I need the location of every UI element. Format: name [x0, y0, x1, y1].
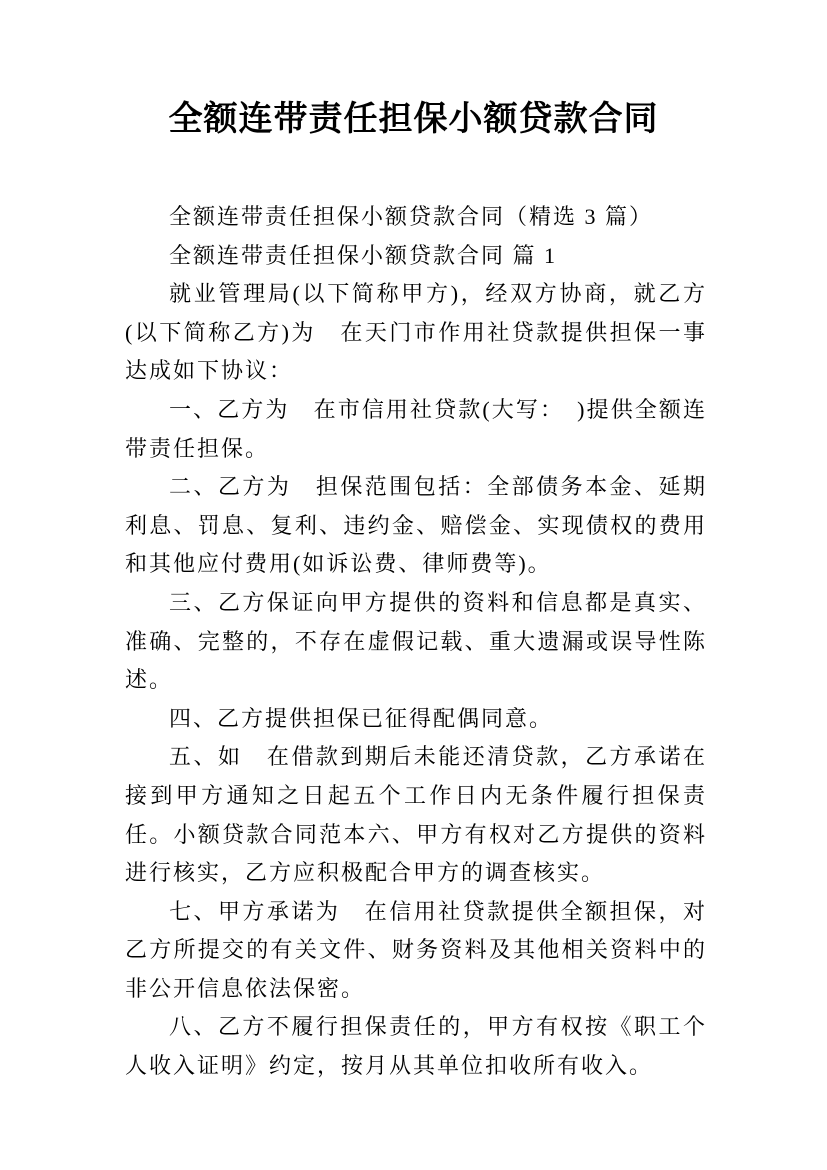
paragraph: 就业管理局(以下简称甲方)，经双方协商，就乙方(以下简称乙方)为 在天门市作用社贷款提供担保一事达成如下协议：	[125, 281, 707, 384]
document-title: 全额连带责任担保小额贷款合同	[168, 101, 659, 138]
paragraph: 二、乙方为 担保范围包括：全部债务本金、延期利息、罚息、复利、违约金、赔偿金、实现债权的费用和其他应付费用(如诉讼费、律师费等)。	[125, 474, 707, 577]
paragraph: 全额连带责任担保小额贷款合同（精选 3 篇）	[169, 204, 654, 229]
paragraph: 八、乙方不履行担保责任的，甲方有权按《职工个人收入证明》约定，按月从其单位扣收所有收入。	[125, 1014, 707, 1079]
paragraph: 一、乙方为 在市信用社贷款(大写： )提供全额连带责任担保。	[125, 396, 707, 461]
document-body	[125, 198, 707, 1086]
paragraph: 全额连带责任担保小额贷款合同 篇 1	[169, 242, 558, 268]
paragraph: 五、如 在借款到期后未能还清贷款，乙方承诺在接到甲方通知之日起五个工作日内无条件履行担保责任。小额贷款合同范本六、甲方有权对乙方提供的资料进行核实，乙方应积极配合甲方的调查核实。	[125, 744, 707, 886]
paragraph: 七、甲方承诺为 在信用社贷款提供全额担保，对乙方所提交的有关文件、财务资料及其他相关资料中的非公开信息依法保密。	[125, 898, 707, 1001]
paragraph: 三、乙方保证向甲方提供的资料和信息都是真实、准确、完整的，不存在虚假记载、重大遗漏或误导性陈述。	[125, 589, 707, 693]
paragraph: 四、乙方提供担保已征得配偶同意。	[169, 705, 554, 731]
